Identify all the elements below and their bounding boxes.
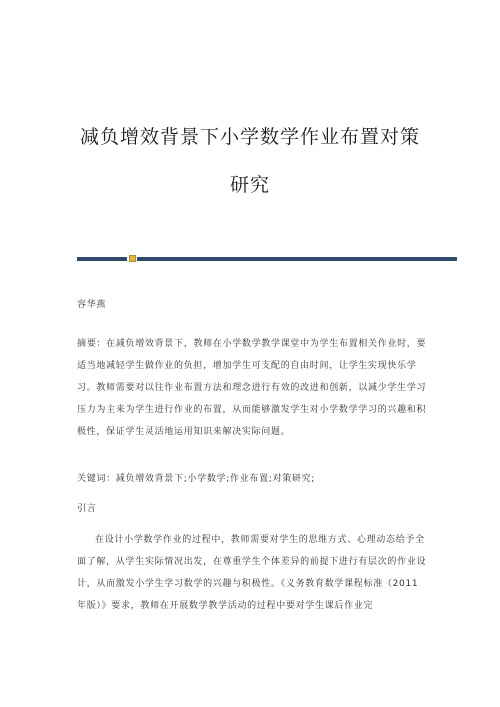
keywords-line: 关键词：减负增效背景下;小学数学;作业布置;对策研究; bbox=[77, 474, 316, 484]
divider-emblem-icon bbox=[129, 255, 136, 262]
document-title-line-1: 减负增效背景下小学数学作业布置对策 bbox=[79, 126, 420, 148]
intro-heading: 引言 bbox=[77, 504, 97, 514]
intro-paragraph: 在设计小学数学作业的过程中，教师需要对学生的思维方式、心理动态给予全面了解，从学生实际情况出发，在尊重学生个体差异的前提下进行有层次的作业设计，从而激发小学生学习数学的兴趣与积极性。《义务教育数学课程标准（2011年版）》要求，教师在开展数学教学活动的过程中要对学生课后作业完 bbox=[77, 535, 427, 611]
abstract-paragraph: 摘要：在减负增效背景下，教师在小学数学教学课堂中为学生布置相关作业时，要适当地减轻学生做作业的负担，增加学生可支配的自由时间，让学生实现快乐学习。教师需要对以往作业布置方法和理念进行有效的改进和创新，以减少学生学习压力为主来为学生进行作业的布置，从而能够激发学生对小学数学学习的兴趣和积极性，保证学生灵活地运用知识来解决实际问题。 bbox=[77, 339, 427, 437]
divider-bar-right bbox=[137, 257, 457, 261]
author-name: 容华燕 bbox=[77, 300, 107, 310]
document-title-line-2: 研究 bbox=[229, 174, 270, 196]
title-divider bbox=[77, 256, 457, 261]
divider-bar-left bbox=[77, 257, 127, 261]
